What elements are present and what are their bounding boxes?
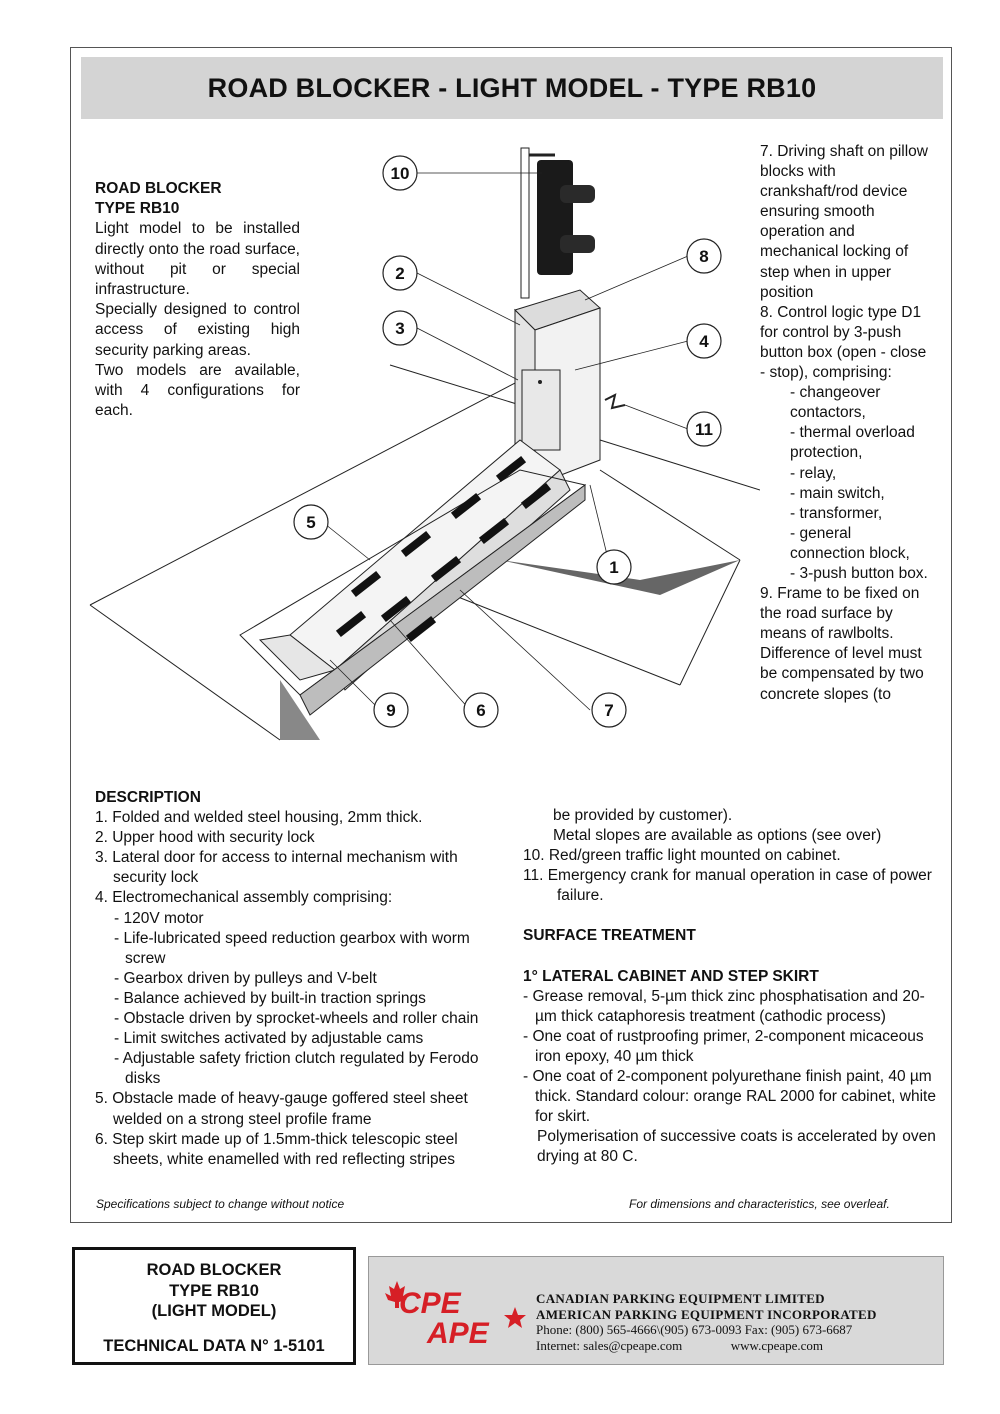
- list-item: - changeover contactors,: [790, 384, 881, 422]
- callout-label: 2: [395, 264, 405, 283]
- cabinet-heading: 1° LATERAL CABINET AND STEP SKIRT: [523, 967, 819, 985]
- callout-label: 5: [306, 513, 316, 532]
- list-item: - general connection block,: [790, 524, 910, 562]
- list-item: - main switch,: [790, 484, 885, 502]
- callout-label: 7: [604, 701, 614, 720]
- description-item: - Adjustable safety friction clutch regulated by Ferodo disks: [114, 1050, 479, 1088]
- company-info: [536, 1291, 877, 1353]
- description-item: - Life-lubricated speed reduction gearbox with worm screw: [114, 929, 470, 967]
- company-name: AMERICAN PARKING EQUIPMENT INCORPORATED: [536, 1306, 877, 1322]
- list-item: 8. Control logic type D1 for control by 3-push button box (open - close - stop), comprising:: [760, 303, 927, 382]
- title-bar: [81, 57, 943, 119]
- list-item: - relay,: [790, 464, 837, 482]
- description-item: 3. Lateral door for access to internal mechanism with security lock: [95, 849, 458, 887]
- polymerisation-text: Polymerisation of successive coats is accelerated by oven drying at 80 C.: [537, 1128, 936, 1166]
- intro-para: Light model to be installed directly onto the road surface, without pit or special infrastructure.: [95, 220, 300, 299]
- description-item: - Gearbox driven by pulleys and V-belt: [114, 969, 377, 987]
- list-item: 11. Emergency crank for manual operation in case of power failure.: [523, 867, 932, 905]
- footnote-left: Specifications subject to change without notice: [96, 1197, 345, 1211]
- continuation-text: be provided by customer).: [553, 807, 733, 824]
- company-contact-line: [536, 1338, 877, 1354]
- company-email[interactable]: Internet: sales@cpeape.com: [536, 1337, 683, 1353]
- description-item: 2. Upper hood with security lock: [95, 829, 315, 847]
- description-section: [95, 788, 505, 1170]
- treatment-item: - One coat of rustproofing primer, 2-component micaceous iron epoxy, 40 µm thick: [523, 1027, 924, 1065]
- callout-label: 8: [699, 247, 709, 266]
- callout-label: 10: [390, 164, 410, 183]
- intro-heading-2: TYPE RB10: [95, 200, 180, 218]
- box-line: TYPE RB10: [169, 1281, 259, 1300]
- company-website[interactable]: www.cpeape.com: [730, 1337, 824, 1353]
- list-item: 10. Red/green traffic light mounted on cabinet.: [523, 847, 841, 865]
- description-item: 4. Electromechanical assembly comprising:: [95, 889, 393, 907]
- description-item: - Obstacle driven by sprocket-wheels and roller chain: [114, 1010, 479, 1028]
- callout-label: 11: [695, 420, 713, 439]
- spacer: [523, 906, 938, 926]
- logo-text-top: CPE: [399, 1287, 461, 1320]
- description-item: - Limit switches activated by adjustable cams: [114, 1030, 424, 1048]
- star-icon: [504, 1307, 526, 1328]
- right-column-list: [760, 142, 930, 705]
- spacer: [523, 947, 938, 967]
- company-phone: Phone: (800) 565-4666\(905) 673-0093 Fax: (905) 673-6687: [536, 1322, 853, 1337]
- description-item: 1. Folded and welded steel housing, 2mm thick.: [95, 809, 423, 827]
- callout-label: 9: [386, 701, 396, 720]
- list-item: - transformer,: [790, 504, 883, 522]
- page-title: ROAD BLOCKER - LIGHT MODEL - TYPE RB10: [207, 72, 817, 103]
- description-list: [95, 808, 505, 1170]
- callout-label: 1: [609, 558, 619, 577]
- callout-label: 6: [476, 701, 486, 720]
- list-item: 7. Driving shaft on pillow blocks with crankshaft/rod device ensuring smooth operation and mechanical locking of step when in upper position: [760, 143, 928, 301]
- cpe-ape-logo: [377, 1277, 527, 1347]
- treatment-item: - One coat of 2-component polyurethane finish paint, 40 µm thick. Standard colour: orange RAL 2000 for cabinet, white for skirt.: [523, 1068, 936, 1126]
- technical-data-number: TECHNICAL DATA N° 1-5101: [103, 1336, 325, 1355]
- box-line: ROAD BLOCKER: [146, 1261, 282, 1279]
- list-item: 9. Frame to be fixed on the road surface by means of rawlbolts. Difference of level must be compensated by two concrete slopes (to: [760, 585, 924, 703]
- surface-treatment-heading: SURFACE TREATMENT: [523, 927, 696, 945]
- treatment-item: - Grease removal, 5-µm thick zinc phosphatisation and 20-µm thick cataphoresis treatment (cathodic process): [523, 987, 925, 1025]
- intro-para: Specially designed to control access of existing high security parking areas.: [95, 301, 300, 359]
- intro-heading-1: ROAD BLOCKER: [95, 180, 222, 197]
- intro-para: Two models are available, with 4 configurations for each.: [95, 361, 300, 420]
- description-item: - Balance achieved by built-in traction springs: [114, 989, 426, 1007]
- middle-column: [523, 806, 938, 1168]
- technical-data-box: [72, 1247, 356, 1365]
- description-heading: DESCRIPTION: [95, 789, 201, 806]
- footnote-right: For dimensions and characteristics, see overleaf.: [629, 1197, 890, 1211]
- description-item: 6. Step skirt made up of 1.5mm-thick telescopic steel sheets, white enamelled with red reflecting stripes: [95, 1130, 458, 1168]
- box-line: (LIGHT MODEL): [151, 1302, 277, 1320]
- road-blocker-illustration: [80, 140, 760, 780]
- company-banner: [368, 1256, 944, 1365]
- callout-label: 3: [395, 319, 405, 338]
- description-item: - 120V motor: [114, 909, 204, 927]
- list-item: - thermal overload protection,: [790, 424, 915, 462]
- description-item: 5. Obstacle made of heavy-gauge goffered steel sheet welded on a strong steel profile frame: [95, 1090, 468, 1128]
- callout-label: 4: [699, 332, 709, 351]
- logo-text-bottom: APE: [427, 1317, 489, 1347]
- continuation-text: Metal slopes are available as options (see over): [553, 827, 882, 845]
- list-item: - 3-push button box.: [790, 564, 928, 582]
- company-name: CANADIAN PARKING EQUIPMENT LIMITED: [536, 1291, 825, 1306]
